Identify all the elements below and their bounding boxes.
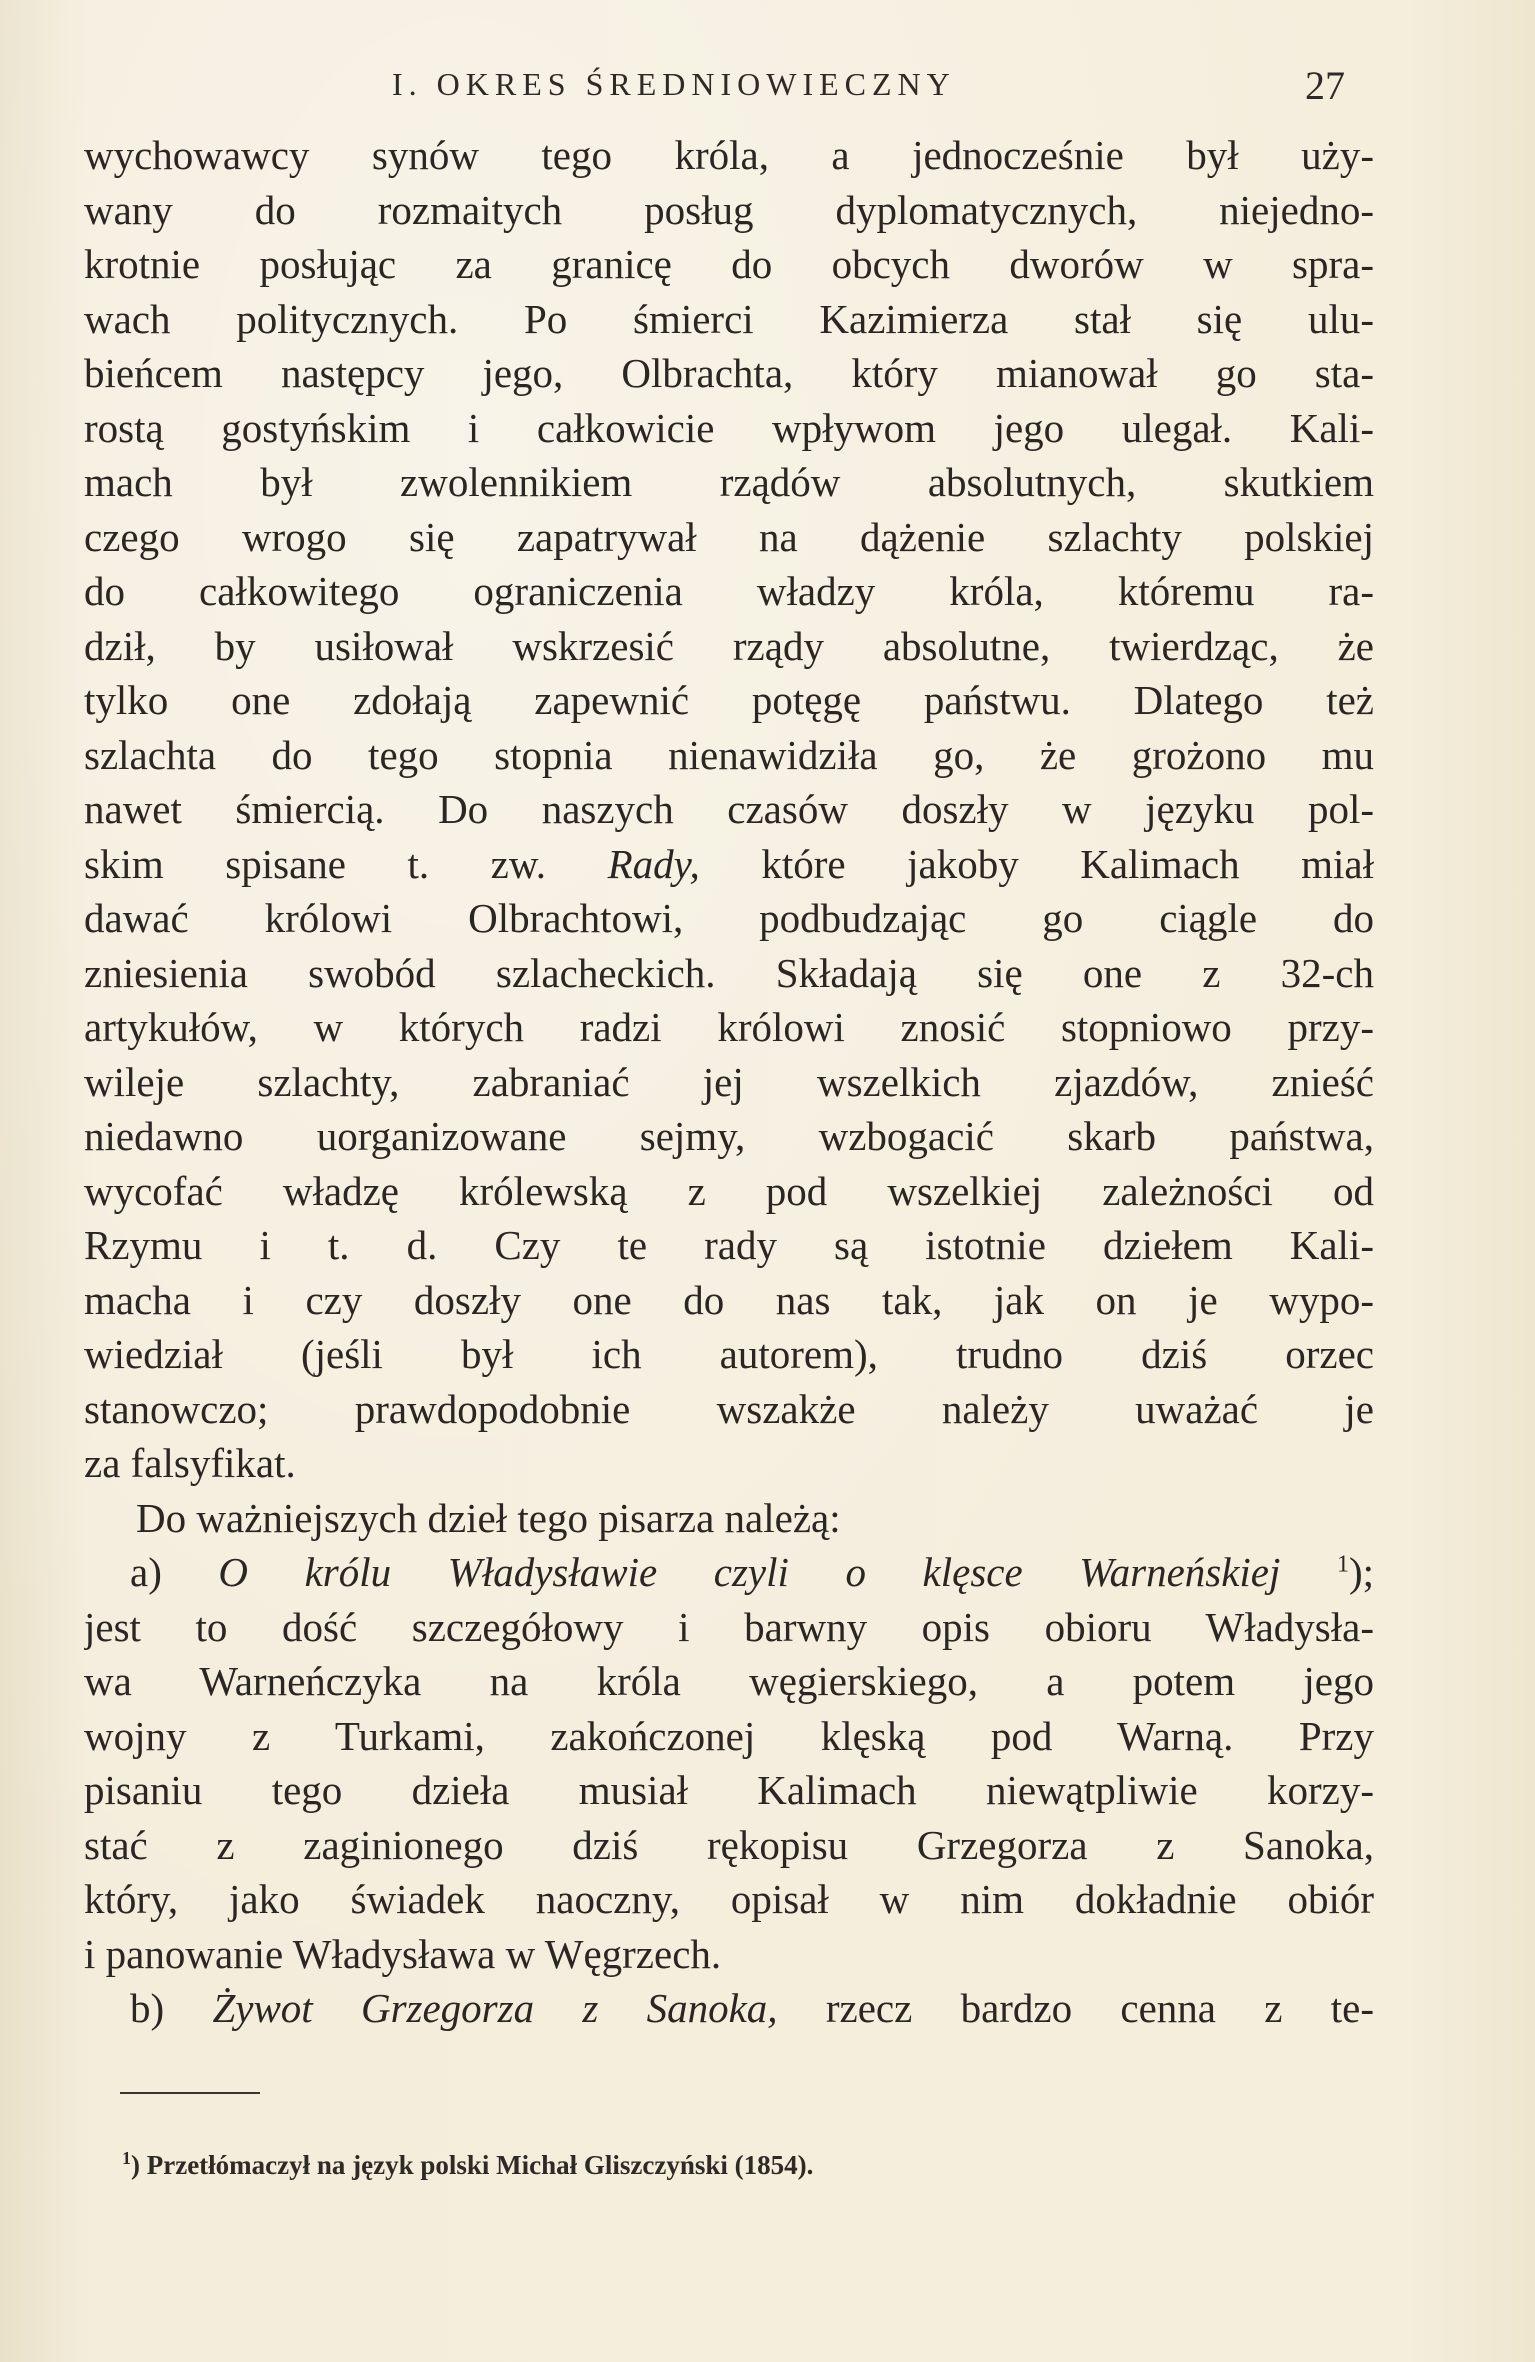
text-line: dawać królowi Olbrachtowi, podbudzając go ciągle do <box>84 895 1374 941</box>
item-b-first-line <box>84 1981 1374 2036</box>
text-line: pisaniu tego dzieła musiał Kalimach niewątpliwie korzy- <box>84 1767 1374 1813</box>
text-line: za falsyfikat. <box>84 1440 296 1486</box>
page-number: 27 <box>1305 63 1345 108</box>
text-line: wycofać władzę królewską z pod wszelkiej zależności od <box>84 1167 1374 1214</box>
text-line: mach był zwolennikiem rządów absolutnych, skutkiem <box>84 459 1374 505</box>
text-line: artykułów, w których radzi królowi znosić stopniowo przy- <box>84 1004 1374 1050</box>
text-line <box>84 837 1374 892</box>
text-line: wileje szlachty, zabraniać jej wszelkich zjazdów, znieść <box>84 1058 1374 1105</box>
text-run: które jakoby Kalimach miał <box>699 840 1374 887</box>
text-line: tylko one zdołają zapewnić potęgę państwu. Dlatego też <box>84 677 1374 723</box>
text-line: wiedział (jeśli był ich autorem), trudno dziś orzec <box>84 1331 1374 1377</box>
text-line: macha i czy doszły one do nas tak, jak on je wypo- <box>84 1276 1374 1323</box>
italic-title-rady: Rady, <box>607 840 700 887</box>
item-a-first-line <box>84 1545 1374 1600</box>
text-line: jest to dość szczegółowy i barwny opis obioru Władysła- <box>84 1603 1374 1650</box>
text-line: który, jako świadek naoczny, opisał w nim dokładnie obiór <box>84 1876 1374 1922</box>
text-line: stać z zaginionego dziś rękopisu Grzegorza z Sanoka, <box>84 1821 1374 1868</box>
item-b-marker: b) <box>130 1985 165 2031</box>
text-line: zniesienia swobód szlacheckich. Składają się one z 32-ch <box>84 949 1374 996</box>
text-line: czego wrogo się zapatrywał na dążenie szlachty polskiej <box>84 513 1374 560</box>
text-line: niedawno uorganizowane sejmy, wzbogacić skarb państwa, <box>84 1113 1374 1159</box>
list-item-a <box>84 1545 1374 1981</box>
paragraph-1 <box>84 128 1374 1491</box>
text-line: wychowawcy synów tego króla, a jednocześnie był uży- <box>84 132 1374 178</box>
text-line: Rzymu i t. d. Czy te rady są istotnie dziełem Kali- <box>84 1222 1374 1268</box>
text-run: ); <box>1348 1549 1374 1595</box>
text-line: krotnie posłując za granicę do obcych dworów w spra- <box>84 241 1374 287</box>
footnote-ref[interactable]: 1 <box>1336 1551 1349 1578</box>
text-line: do całkowitego ograniczenia władzy króla, któremu ra- <box>84 568 1374 614</box>
text-run: skim spisane t. zw. <box>84 840 608 887</box>
text-line: dził, by usiłował wskrzesić rządy absolutne, twierdząc, że <box>84 622 1374 669</box>
footnote-divider <box>120 2092 260 2094</box>
text-line: stanowczo; prawdopodobnie wszakże należy uważać je <box>84 1385 1374 1432</box>
footnote-marker: 1 <box>122 2148 131 2168</box>
text-line: bieńcem następcy jego, Olbrachta, który mianował go sta- <box>84 350 1374 396</box>
item-b-title: Żywot Grzegorza z Sanoka, <box>212 1985 778 2031</box>
main-text <box>84 128 1374 2036</box>
footnote <box>122 2150 1322 2181</box>
item-a-marker: a) <box>130 1549 162 1595</box>
chapter-title: I. OKRES ŚREDNIOWIECZNY <box>392 66 956 102</box>
footnote-text: ) Przetłómaczył na język polski Michał Gliszczyński (1854). <box>131 2150 814 2180</box>
text-line: i panowanie Władysława w Węgrzech. <box>84 1930 722 1977</box>
text-line: wany do rozmaitych posług dyplomatycznych, niejedno- <box>84 186 1374 233</box>
text-line: wach politycznych. Po śmierci Kazimierza stał się ulu- <box>84 295 1374 342</box>
running-head <box>0 62 1535 112</box>
text-run: rzecz bardzo cenna z te- <box>777 1985 1374 2031</box>
list-item-b <box>84 1981 1374 2036</box>
text-line: szlachta do tego stopnia nienawidziła go, że grożono mu <box>84 731 1374 778</box>
text-line: wa Warneńczyka na króla węgierskiego, a potem jego <box>84 1658 1374 1704</box>
text-line: nawet śmiercią. Do naszych czasów doszły w języku pol- <box>84 786 1374 832</box>
text-line: wojny z Turkami, zakończonej klęską pod Warną. Przy <box>84 1712 1374 1759</box>
text-line: rostą gostyńskim i całkowicie wpływom jego ulegał. Kali- <box>84 404 1374 451</box>
item-a-title: O królu Władysławie czyli o klęsce Warneńskiej <box>218 1549 1281 1595</box>
paragraph-2: Do ważniejszych dzieł tego pisarza należą: <box>136 1494 841 1541</box>
